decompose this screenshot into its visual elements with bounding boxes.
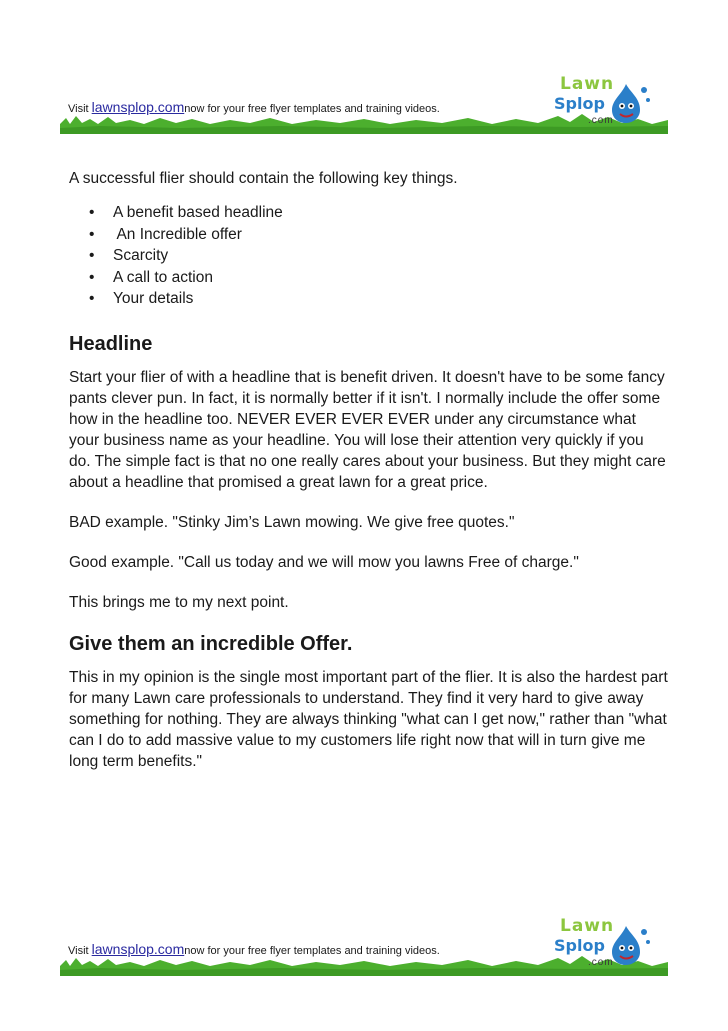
visit-text: Visit (68, 945, 89, 957)
splop-mascot-icon (604, 920, 654, 970)
document-body (69, 168, 669, 772)
logo-splop: Splop (554, 94, 605, 113)
intro-text: A successful flier should contain the following key things. (69, 170, 458, 187)
list-item: • A call to action (89, 267, 669, 289)
visit-tail: now for your free flyer templates and training videos. (184, 945, 440, 957)
headline-paragraph: Start your flier of with a headline that is benefit driven. It doesn't have to be some fancy pants clever pun. In fact, it is normally better if it isn't. I normally include the offer some how in the headline too. NEVER EVER EVER EVER under any circumstance what your business name as your headline. You will lose their attention very quickly if you do. The simple fact is that no one really cares about your business. But they might care about a headline that promised a great lawn for a great price. (69, 368, 666, 491)
bad-example: BAD example. "Stinky Jim’s Lawn mowing. We give free quotes." (69, 513, 515, 531)
logo-splop: Splop (554, 936, 605, 955)
logo-com: .com (588, 957, 614, 968)
next-point: This brings me to my next point. (69, 593, 289, 611)
list-item: • An Incredible offer (89, 224, 669, 246)
logo-com: .com (588, 115, 614, 126)
list-item: • A benefit based headline (89, 202, 669, 224)
list-item: • Your details (89, 288, 669, 310)
splop-mascot-icon (604, 78, 654, 128)
list-item: • Scarcity (89, 245, 669, 267)
section-heading-headline: Headline (69, 332, 153, 355)
header-banner (60, 74, 668, 134)
lawnsplop-link[interactable]: lawnsplop.com (91, 941, 185, 957)
footer-banner (60, 916, 668, 976)
logo-lawn: Lawn (560, 74, 615, 94)
lawnsplop-link[interactable]: lawnsplop.com (91, 99, 185, 115)
section-heading-offer: Give them an incredible Offer. (69, 632, 353, 655)
visit-line (68, 941, 440, 957)
visit-text: Visit (68, 103, 89, 115)
lawnsplop-logo (538, 916, 668, 978)
visit-tail: now for your free flyer templates and training videos. (184, 103, 440, 115)
visit-line (68, 99, 440, 115)
logo-lawn: Lawn (560, 916, 615, 936)
offer-paragraph: This in my opinion is the single most important part of the flier. It is also the hardest part for many Lawn care professionals to understand. They find it very hard to give away something for nothing. They are always thinking "what can I get now," rather than "what can I do to add massive value to my customers life right now that will in turn give me long term benefits." (69, 668, 668, 770)
key-things-list (69, 202, 669, 310)
lawnsplop-logo (538, 74, 668, 136)
good-example: Good example. "Call us today and we will mow you lawns Free of charge." (69, 553, 579, 571)
